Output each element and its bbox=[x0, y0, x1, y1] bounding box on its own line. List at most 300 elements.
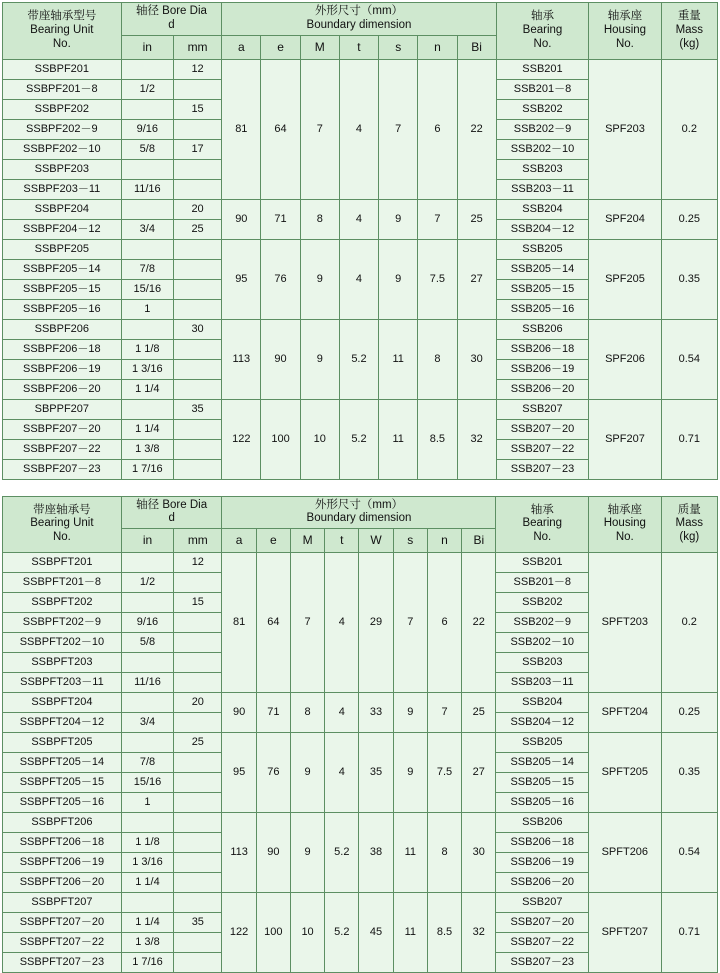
cell-bearing-no: SSB202－10 bbox=[496, 633, 589, 653]
cell-dim-a: 113 bbox=[222, 813, 256, 893]
cell-bearing-no: SSB204 bbox=[496, 199, 589, 219]
spft-series-table bbox=[2, 496, 718, 973]
table-row bbox=[3, 553, 718, 573]
cell-bearing-no: SSB205－15 bbox=[496, 773, 589, 793]
cell-bore-in: 7/8 bbox=[121, 259, 173, 279]
cell-bearing-no: SSB202－10 bbox=[496, 139, 589, 159]
cell-bearing-unit: SSBPF205－16 bbox=[3, 299, 122, 319]
cell-bearing-unit: SSBPFT206－20 bbox=[3, 873, 122, 893]
cell-bore-mm: 35 bbox=[174, 913, 222, 933]
header-bore-dia: 轴径 Bore Dia d bbox=[121, 3, 222, 36]
cell-dim-W: 45 bbox=[359, 893, 393, 973]
header-dim-a: a bbox=[222, 529, 256, 553]
cell-dim-W: 33 bbox=[359, 693, 393, 733]
cell-bearing-no: SSB202 bbox=[496, 99, 589, 119]
header-row-main bbox=[3, 3, 718, 36]
cell-bore-mm bbox=[174, 833, 222, 853]
cell-bore-in: 1 1/4 bbox=[121, 379, 173, 399]
cell-bore-in: 1 7/16 bbox=[121, 459, 173, 479]
cell-dim-e: 90 bbox=[256, 813, 290, 893]
cell-housing-no: SPFT207 bbox=[589, 893, 661, 973]
cell-bore-in: 5/8 bbox=[121, 633, 173, 653]
cell-bearing-no: SSB204 bbox=[496, 693, 589, 713]
cell-dim-a: 90 bbox=[222, 199, 261, 239]
cell-bore-in bbox=[121, 399, 173, 419]
cell-dim-e: 76 bbox=[256, 733, 290, 813]
cell-bearing-unit: SSBPF201－8 bbox=[3, 79, 122, 99]
cell-housing-no: SPF205 bbox=[589, 239, 661, 319]
cell-dim-e: 71 bbox=[261, 199, 300, 239]
header-dim-W: W bbox=[359, 529, 393, 553]
cell-dim-M: 8 bbox=[290, 693, 324, 733]
table-row bbox=[3, 319, 718, 339]
cell-bearing-no: SSB206－20 bbox=[496, 379, 589, 399]
header-bore-mm: mm bbox=[173, 35, 221, 59]
cell-bearing-unit: SSBPF206－19 bbox=[3, 359, 122, 379]
cell-bore-mm bbox=[173, 359, 221, 379]
cell-bore-mm bbox=[174, 753, 222, 773]
cell-bore-in bbox=[121, 893, 173, 913]
cell-bearing-no: SSB202－9 bbox=[496, 119, 589, 139]
cell-bore-mm bbox=[173, 259, 221, 279]
table-row bbox=[3, 59, 718, 79]
cell-dim-M: 9 bbox=[300, 319, 339, 399]
cell-bearing-unit: SSBPF206 bbox=[3, 319, 122, 339]
cell-bearing-no: SSB205－16 bbox=[496, 793, 589, 813]
cell-bearing-no: SSB206－20 bbox=[496, 873, 589, 893]
cell-dim-s: 11 bbox=[393, 893, 427, 973]
cell-bore-in: 1 1/4 bbox=[121, 873, 173, 893]
cell-bore-mm bbox=[174, 853, 222, 873]
cell-bearing-no: SSB205－16 bbox=[496, 299, 589, 319]
cell-bearing-no: SSB205 bbox=[496, 733, 589, 753]
cell-bearing-no: SSB206－18 bbox=[496, 833, 589, 853]
cell-dim-W: 29 bbox=[359, 553, 393, 693]
cell-dim-W: 38 bbox=[359, 813, 393, 893]
cell-bore-in: 1/2 bbox=[121, 573, 173, 593]
cell-dim-t: 4 bbox=[339, 239, 378, 319]
cell-dim-t: 4 bbox=[339, 199, 378, 239]
header-dim-s: s bbox=[379, 35, 418, 59]
header-dim-e: e bbox=[256, 529, 290, 553]
header-dim-M: M bbox=[300, 35, 339, 59]
cell-bore-mm: 25 bbox=[174, 733, 222, 753]
header-dim-M: M bbox=[290, 529, 324, 553]
cell-bore-mm: 12 bbox=[174, 553, 222, 573]
cell-bearing-unit: SSBPFT202－10 bbox=[3, 633, 122, 653]
cell-dim-M: 9 bbox=[290, 733, 324, 813]
cell-dim-e: 64 bbox=[261, 59, 300, 199]
cell-bore-in bbox=[121, 693, 173, 713]
cell-bearing-unit: SSBPF203－11 bbox=[3, 179, 122, 199]
cell-bearing-unit: SSBPFT206－18 bbox=[3, 833, 122, 853]
table-gap bbox=[0, 480, 720, 494]
cell-bearing-unit: SSBPFT205 bbox=[3, 733, 122, 753]
cell-mass: 0.35 bbox=[661, 733, 717, 813]
cell-bearing-unit: SSBPF207－20 bbox=[3, 419, 122, 439]
cell-bore-in bbox=[121, 319, 173, 339]
cell-mass: 0.25 bbox=[661, 693, 717, 733]
cell-bore-mm bbox=[173, 419, 221, 439]
cell-bearing-no: SSB201 bbox=[496, 553, 589, 573]
cell-dim-Bi: 30 bbox=[462, 813, 496, 893]
header-boundary-dimension: 外形尺寸（mm） Boundary dimension bbox=[222, 3, 497, 36]
cell-bearing-unit: SSBPF206－18 bbox=[3, 339, 122, 359]
cell-housing-no: SPFT204 bbox=[589, 693, 661, 733]
cell-bore-mm: 15 bbox=[173, 99, 221, 119]
cell-bore-mm bbox=[173, 239, 221, 259]
cell-bearing-unit: SSBPF205 bbox=[3, 239, 122, 259]
cell-dim-e: 90 bbox=[261, 319, 300, 399]
cell-bearing-unit: SSBPFT203 bbox=[3, 653, 122, 673]
cell-bore-in: 7/8 bbox=[121, 753, 173, 773]
header-housing-no: 轴承座 Housing No. bbox=[589, 496, 661, 553]
cell-bore-mm: 20 bbox=[174, 693, 222, 713]
cell-dim-e: 76 bbox=[261, 239, 300, 319]
cell-bearing-no: SSB206－19 bbox=[496, 359, 589, 379]
cell-dim-Bi: 25 bbox=[457, 199, 496, 239]
cell-bore-mm bbox=[174, 613, 222, 633]
cell-dim-a: 122 bbox=[222, 893, 256, 973]
cell-housing-no: SPFT203 bbox=[589, 553, 661, 693]
cell-bore-in: 1 7/16 bbox=[121, 953, 173, 973]
header-dim-a: a bbox=[222, 35, 261, 59]
cell-dim-s: 11 bbox=[393, 813, 427, 893]
cell-dim-Bi: 32 bbox=[462, 893, 496, 973]
cell-bore-mm: 12 bbox=[173, 59, 221, 79]
cell-bore-mm bbox=[173, 119, 221, 139]
header-bearing-unit: 带座轴承号 Bearing Unit No. bbox=[3, 496, 122, 553]
cell-housing-no: SPF203 bbox=[589, 59, 661, 199]
cell-bearing-unit: SSBPFT202 bbox=[3, 593, 122, 613]
cell-bearing-unit: SSBPFT205－14 bbox=[3, 753, 122, 773]
table-row bbox=[3, 199, 718, 219]
cell-dim-n: 6 bbox=[427, 553, 461, 693]
cell-bore-mm bbox=[173, 179, 221, 199]
cell-bore-mm bbox=[174, 893, 222, 913]
cell-bore-in: 11/16 bbox=[121, 179, 173, 199]
cell-bearing-unit: SSBPF204－12 bbox=[3, 219, 122, 239]
cell-dim-n: 7.5 bbox=[427, 733, 461, 813]
cell-bore-in bbox=[121, 733, 173, 753]
cell-bore-in: 1 1/4 bbox=[121, 913, 173, 933]
cell-bore-in: 1 3/8 bbox=[121, 439, 173, 459]
cell-bore-in: 1 bbox=[121, 299, 173, 319]
cell-bore-mm: 17 bbox=[173, 139, 221, 159]
cell-dim-a: 113 bbox=[222, 319, 261, 399]
cell-mass: 0.71 bbox=[661, 399, 717, 479]
cell-bearing-no: SSB204－12 bbox=[496, 219, 589, 239]
cell-bearing-unit: SSBPF206－20 bbox=[3, 379, 122, 399]
cell-bore-in bbox=[121, 99, 173, 119]
cell-dim-Bi: 25 bbox=[462, 693, 496, 733]
cell-bore-mm bbox=[173, 79, 221, 99]
header-bearing-no: 轴承 Bearing No. bbox=[496, 3, 589, 60]
cell-bore-mm bbox=[174, 673, 222, 693]
cell-dim-M: 9 bbox=[290, 813, 324, 893]
cell-bearing-unit: SSBPF202－10 bbox=[3, 139, 122, 159]
header-bearing-unit: 带座轴承型号 Bearing Unit No. bbox=[3, 3, 122, 60]
cell-bearing-unit: SSBPFT207－23 bbox=[3, 953, 122, 973]
header-bore-in: in bbox=[121, 529, 173, 553]
cell-bore-in: 9/16 bbox=[121, 613, 173, 633]
cell-bearing-no: SSB207－20 bbox=[496, 419, 589, 439]
cell-bore-mm bbox=[174, 933, 222, 953]
cell-bore-in: 3/4 bbox=[121, 713, 173, 733]
cell-dim-M: 8 bbox=[300, 199, 339, 239]
cell-bearing-no: SSB201－8 bbox=[496, 573, 589, 593]
cell-bearing-no: SSB203－11 bbox=[496, 673, 589, 693]
cell-bearing-unit: SSBPFT202－9 bbox=[3, 613, 122, 633]
cell-housing-no: SPF206 bbox=[589, 319, 661, 399]
cell-bore-in bbox=[121, 199, 173, 219]
cell-bore-in: 1 3/16 bbox=[121, 359, 173, 379]
cell-bore-in bbox=[121, 239, 173, 259]
cell-dim-W: 35 bbox=[359, 733, 393, 813]
header-mass: 重量 Mass (kg) bbox=[661, 3, 717, 60]
cell-dim-a: 81 bbox=[222, 59, 261, 199]
cell-dim-M: 9 bbox=[300, 239, 339, 319]
cell-dim-s: 11 bbox=[379, 319, 418, 399]
cell-dim-t: 4 bbox=[339, 59, 378, 199]
cell-dim-M: 10 bbox=[290, 893, 324, 973]
cell-dim-t: 5.2 bbox=[325, 813, 359, 893]
cell-bearing-unit: SSBPF202 bbox=[3, 99, 122, 119]
cell-bearing-unit: SSBPFT207－22 bbox=[3, 933, 122, 953]
cell-dim-t: 4 bbox=[325, 693, 359, 733]
cell-bore-mm bbox=[174, 793, 222, 813]
cell-bearing-unit: SSBPF201 bbox=[3, 59, 122, 79]
cell-bearing-no: SSB202－9 bbox=[496, 613, 589, 633]
cell-bearing-unit: SBPPF207 bbox=[3, 399, 122, 419]
header-boundary-dimension: 外形尺寸（mm） Boundary dimension bbox=[222, 496, 496, 529]
cell-bore-mm bbox=[174, 653, 222, 673]
cell-bearing-no: SSB205 bbox=[496, 239, 589, 259]
cell-housing-no: SPF204 bbox=[589, 199, 661, 239]
cell-bearing-unit: SSBPF207－22 bbox=[3, 439, 122, 459]
cell-bearing-no: SSB207－22 bbox=[496, 933, 589, 953]
table-row bbox=[3, 733, 718, 753]
cell-bearing-unit: SSBPFT206 bbox=[3, 813, 122, 833]
cell-bearing-no: SSB207 bbox=[496, 893, 589, 913]
cell-dim-Bi: 27 bbox=[457, 239, 496, 319]
spf-series-table bbox=[2, 2, 718, 480]
cell-dim-n: 8.5 bbox=[418, 399, 457, 479]
header-dim-t: t bbox=[339, 35, 378, 59]
spft-series-table-holder bbox=[0, 496, 720, 973]
cell-housing-no: SPFT206 bbox=[589, 813, 661, 893]
cell-housing-no: SPFT205 bbox=[589, 733, 661, 813]
cell-bearing-unit: SSBPFT206－19 bbox=[3, 853, 122, 873]
cell-bearing-no: SSB207 bbox=[496, 399, 589, 419]
cell-bore-in: 1 bbox=[121, 793, 173, 813]
cell-bore-mm: 35 bbox=[173, 399, 221, 419]
cell-bore-in: 1 1/8 bbox=[121, 339, 173, 359]
cell-bore-in bbox=[121, 653, 173, 673]
cell-dim-s: 7 bbox=[379, 59, 418, 199]
table-row bbox=[3, 399, 718, 419]
cell-bearing-unit: SSBPFT201－8 bbox=[3, 573, 122, 593]
cell-bearing-unit: SSBPFT205－15 bbox=[3, 773, 122, 793]
header-dim-Bi: Bi bbox=[462, 529, 496, 553]
cell-bore-mm bbox=[173, 159, 221, 179]
cell-bearing-unit: SSBPFT204 bbox=[3, 693, 122, 713]
cell-dim-s: 9 bbox=[393, 693, 427, 733]
cell-bearing-no: SSB206－19 bbox=[496, 853, 589, 873]
cell-dim-n: 8 bbox=[418, 319, 457, 399]
header-dim-n: n bbox=[418, 35, 457, 59]
cell-bore-mm bbox=[174, 953, 222, 973]
header-dim-t: t bbox=[325, 529, 359, 553]
cell-bearing-no: SSB207－22 bbox=[496, 439, 589, 459]
cell-bore-in: 9/16 bbox=[121, 119, 173, 139]
cell-bore-mm bbox=[174, 633, 222, 653]
cell-dim-n: 7 bbox=[418, 199, 457, 239]
cell-bearing-no: SSB207－20 bbox=[496, 913, 589, 933]
cell-dim-n: 8 bbox=[427, 813, 461, 893]
cell-bearing-unit: SSBPF207－23 bbox=[3, 459, 122, 479]
cell-bearing-unit: SSBPFT201 bbox=[3, 553, 122, 573]
cell-dim-s: 9 bbox=[379, 199, 418, 239]
cell-dim-M: 7 bbox=[300, 59, 339, 199]
cell-bearing-unit: SSBPF205－14 bbox=[3, 259, 122, 279]
cell-bore-mm bbox=[174, 573, 222, 593]
cell-bore-mm bbox=[174, 873, 222, 893]
cell-housing-no: SPF207 bbox=[589, 399, 661, 479]
cell-bore-in: 1 1/4 bbox=[121, 419, 173, 439]
cell-dim-e: 64 bbox=[256, 553, 290, 693]
cell-bearing-no: SSB206 bbox=[496, 813, 589, 833]
cell-bore-in: 1 3/16 bbox=[121, 853, 173, 873]
cell-bearing-unit: SSBPF205－15 bbox=[3, 279, 122, 299]
cell-mass: 0.54 bbox=[661, 319, 717, 399]
cell-bearing-no: SSB201－8 bbox=[496, 79, 589, 99]
header-row-main bbox=[3, 496, 718, 529]
cell-dim-n: 8.5 bbox=[427, 893, 461, 973]
cell-dim-s: 11 bbox=[379, 399, 418, 479]
cell-dim-a: 81 bbox=[222, 553, 256, 693]
header-housing-no: 轴承座 Housing No. bbox=[589, 3, 661, 60]
cell-bearing-unit: SSBPF203 bbox=[3, 159, 122, 179]
cell-bore-in: 3/4 bbox=[121, 219, 173, 239]
header-dim-s: s bbox=[393, 529, 427, 553]
cell-mass: 0.2 bbox=[661, 553, 717, 693]
cell-bearing-no: SSB203 bbox=[496, 159, 589, 179]
cell-bearing-unit: SSBPFT207 bbox=[3, 893, 122, 913]
cell-bearing-no: SSB206 bbox=[496, 319, 589, 339]
cell-bearing-no: SSB204－12 bbox=[496, 713, 589, 733]
cell-bearing-no: SSB207－23 bbox=[496, 953, 589, 973]
cell-dim-M: 7 bbox=[290, 553, 324, 693]
cell-dim-n: 6 bbox=[418, 59, 457, 199]
cell-bore-in: 5/8 bbox=[121, 139, 173, 159]
cell-dim-Bi: 30 bbox=[457, 319, 496, 399]
cell-bearing-unit: SSBPF204 bbox=[3, 199, 122, 219]
cell-bearing-no: SSB203 bbox=[496, 653, 589, 673]
cell-mass: 0.2 bbox=[661, 59, 717, 199]
table-row bbox=[3, 893, 718, 913]
cell-bearing-no: SSB205－14 bbox=[496, 753, 589, 773]
cell-bearing-no: SSB207－23 bbox=[496, 459, 589, 479]
spf-series-table-holder bbox=[0, 2, 720, 480]
cell-bore-mm bbox=[173, 439, 221, 459]
cell-dim-Bi: 22 bbox=[462, 553, 496, 693]
cell-bearing-no: SSB202 bbox=[496, 593, 589, 613]
cell-mass: 0.71 bbox=[661, 893, 717, 973]
cell-bore-in: 11/16 bbox=[121, 673, 173, 693]
cell-dim-t: 5.2 bbox=[339, 319, 378, 399]
cell-mass: 0.54 bbox=[661, 813, 717, 893]
cell-bearing-no: SSB206－18 bbox=[496, 339, 589, 359]
cell-bore-mm bbox=[173, 339, 221, 359]
table-row bbox=[3, 239, 718, 259]
cell-dim-n: 7 bbox=[427, 693, 461, 733]
cell-dim-t: 5.2 bbox=[325, 893, 359, 973]
header-bore-in: in bbox=[121, 35, 173, 59]
cell-bore-mm: 25 bbox=[173, 219, 221, 239]
cell-bore-in: 15/16 bbox=[121, 773, 173, 793]
cell-bearing-unit: SSBPF202－9 bbox=[3, 119, 122, 139]
cell-mass: 0.35 bbox=[661, 239, 717, 319]
cell-bore-in: 1/2 bbox=[121, 79, 173, 99]
cell-dim-t: 5.2 bbox=[339, 399, 378, 479]
cell-dim-e: 100 bbox=[256, 893, 290, 973]
cell-dim-e: 100 bbox=[261, 399, 300, 479]
cell-bearing-unit: SSBPFT204－12 bbox=[3, 713, 122, 733]
cell-bore-in bbox=[121, 553, 173, 573]
header-dim-n: n bbox=[427, 529, 461, 553]
spec-sheet bbox=[0, 2, 720, 973]
cell-dim-s: 9 bbox=[393, 733, 427, 813]
cell-bore-mm bbox=[174, 713, 222, 733]
cell-dim-Bi: 27 bbox=[462, 733, 496, 813]
cell-mass: 0.25 bbox=[661, 199, 717, 239]
cell-bore-in: 1 3/8 bbox=[121, 933, 173, 953]
header-mass: 质量 Mass (kg) bbox=[661, 496, 717, 553]
cell-dim-a: 90 bbox=[222, 693, 256, 733]
cell-bore-in: 1 1/8 bbox=[121, 833, 173, 853]
cell-bore-mm: 20 bbox=[173, 199, 221, 219]
cell-dim-e: 71 bbox=[256, 693, 290, 733]
cell-bearing-no: SSB201 bbox=[496, 59, 589, 79]
cell-dim-s: 7 bbox=[393, 553, 427, 693]
header-bore-mm: mm bbox=[174, 529, 222, 553]
cell-dim-t: 4 bbox=[325, 553, 359, 693]
cell-dim-M: 10 bbox=[300, 399, 339, 479]
cell-bore-in bbox=[121, 593, 173, 613]
cell-dim-s: 9 bbox=[379, 239, 418, 319]
cell-dim-t: 4 bbox=[325, 733, 359, 813]
cell-dim-a: 95 bbox=[222, 733, 256, 813]
cell-bearing-no: SSB203－11 bbox=[496, 179, 589, 199]
cell-dim-Bi: 22 bbox=[457, 59, 496, 199]
cell-dim-a: 95 bbox=[222, 239, 261, 319]
cell-bore-mm bbox=[173, 379, 221, 399]
cell-bearing-unit: SSBPFT205－16 bbox=[3, 793, 122, 813]
header-bearing-no: 轴承 Bearing No. bbox=[496, 496, 589, 553]
header-dim-e: e bbox=[261, 35, 300, 59]
cell-bore-mm: 30 bbox=[173, 319, 221, 339]
cell-bore-mm bbox=[174, 773, 222, 793]
cell-dim-a: 122 bbox=[222, 399, 261, 479]
cell-dim-n: 7.5 bbox=[418, 239, 457, 319]
cell-bearing-unit: SSBPFT207－20 bbox=[3, 913, 122, 933]
header-dim-Bi: Bi bbox=[457, 35, 496, 59]
cell-bore-mm bbox=[173, 459, 221, 479]
cell-bore-in bbox=[121, 159, 173, 179]
cell-bearing-no: SSB205－15 bbox=[496, 279, 589, 299]
header-bore-dia: 轴径 Bore Dia d bbox=[121, 496, 222, 529]
